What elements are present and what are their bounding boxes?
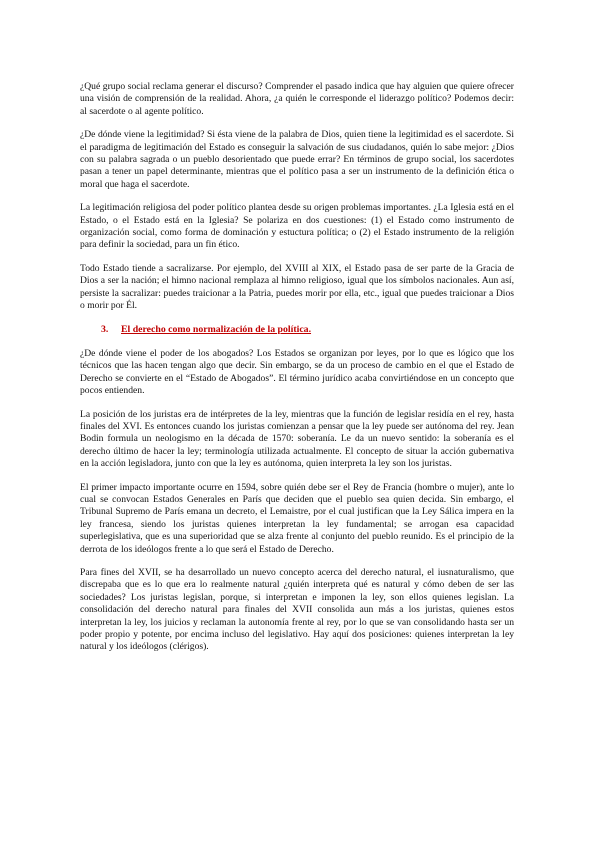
document-body xyxy=(80,81,514,665)
section-heading xyxy=(80,324,514,336)
paragraph-5: ¿De dónde viene el poder de los abogados? Los Estados se organizan por leyes, por lo que es lógico que los técnicos que las hacen tengan algo que decir. Sin embargo, se da un proceso de cambio en el que el Estado de Derecho se convierte en el “Estado de Abogados”. El término jurídico acaba convirtiéndose en un concepto que pocos entienden. xyxy=(80,347,514,397)
paragraph-8: Para fines del XVII, se ha desarrollado un nuevo concepto acerca del derecho natural, el iusnaturalismo, que discrepaba que es lo que era lo realmente natural ¿quién interpreta qué es natural y cómo deben de ser las sociedades? Los juristas legislan, porque, si interpretan e imponen la ley, son ellos quienes legislan. La consolidación del derecho natural para finales del XVII consolida aun más a los juristas, quienes estos interpretan la ley, los juicios y reclaman la autonomía frente al rey, por lo que se van consolidando hasta ser un poder propio y potente, por encima incluso del legislativo. Hay aquí dos posiciones: quienes interpretan la ley natural y los ideólogos (clérigos). xyxy=(80,567,514,653)
section-number: 3. xyxy=(101,323,109,335)
paragraph-1: ¿Qué grupo social reclama generar el discurso? Comprender el pasado indica que hay alguien que quiere ofrecer una visión de comprensión de la realidad. Ahora, ¿a quién le corresponde el liderazgo político? Podemos decir: al sacerdote o al agente político. xyxy=(80,81,514,117)
paragraph-2: ¿De dónde viene la legitimidad? Si ésta viene de la palabra de Dios, quien tiene la legitimidad es el sacerdote. Si el paradigma de legitimación del Estado es conseguir la salvación de sus ciudadanos, quién lo sabe mejor: ¿Dios con su palabra sagrada o un pueblo desorientado que puede errar? En términos de grupo social, los sacerdotes pasan a tener un papel determinante, mientras que el político pasa a ser un instrumento de la definición ética o moral que haga el sacerdote. xyxy=(80,129,514,190)
section-title: El derecho como normalización de la política. xyxy=(121,323,312,335)
paragraph-6: La posición de los juristas era de intérpretes de la ley, mientras que la función de legislar residía en el rey, hasta finales del XVI. Es entonces cuando los juristas comienzan a pensar que la ley puede ser autónoma del rey. Jean Bodin formula un neologismo en la década de 1570: soberanía. Le da un nuevo sentido: la soberanía es el derecho último de hacer la ley; terminología utilizada actualmente. El concepto de situar la acción gubernativa en la acción legisladora, junto con que la ley es autónoma, quien interpreta la ley son los juristas. xyxy=(80,408,514,470)
paragraph-3: La legitimación religiosa del poder político plantea desde su origen problemas importantes. ¿La Iglesia está en el Estado, o el Estado está en la Iglesia? Se polariza en dos cuestiones: (1) el Estado como instrumento de organización social, como forma de dominación y estuctura política; o (2) el Estado instrumento de la religión para definir la sociedad, para un fin ético. xyxy=(80,202,514,251)
paragraph-4: Todo Estado tiende a sacralizarse. Por ejemplo, del XVIII al XIX, el Estado pasa de ser parte de la Gracia de Dios a ser la nación; el himno nacional remplaza al himno religioso, igual que los símbolos nacionales. Aun así, persiste la sacralizar: puedes traicionar a la Patria, puedes morir por ella, etc., igual que puedes traicionar a Dios o morir por Él. xyxy=(80,262,514,312)
paragraph-7: El primer impacto importante ocurre en 1594, sobre quién debe ser el Rey de Francia (hombre o mujer), ante lo cual se convocan Estados Generales en París que deciden que el pueblo sea quien decida. Sin embargo, el Tribunal Supremo de París emana un decreto, el Lemaistre, por el cual justifican que la Ley Sálica impera en la ley francesa, siendo los juristas quienes interpretan la ley fundamental; se arrogan esa capacidad superlegislativa, que es una superioridad que se alza frente al conjunto del pueblo reunido. Es el principio de la derrota de los ideólogos frente a lo que será el Estado de Derecho. xyxy=(80,481,514,555)
